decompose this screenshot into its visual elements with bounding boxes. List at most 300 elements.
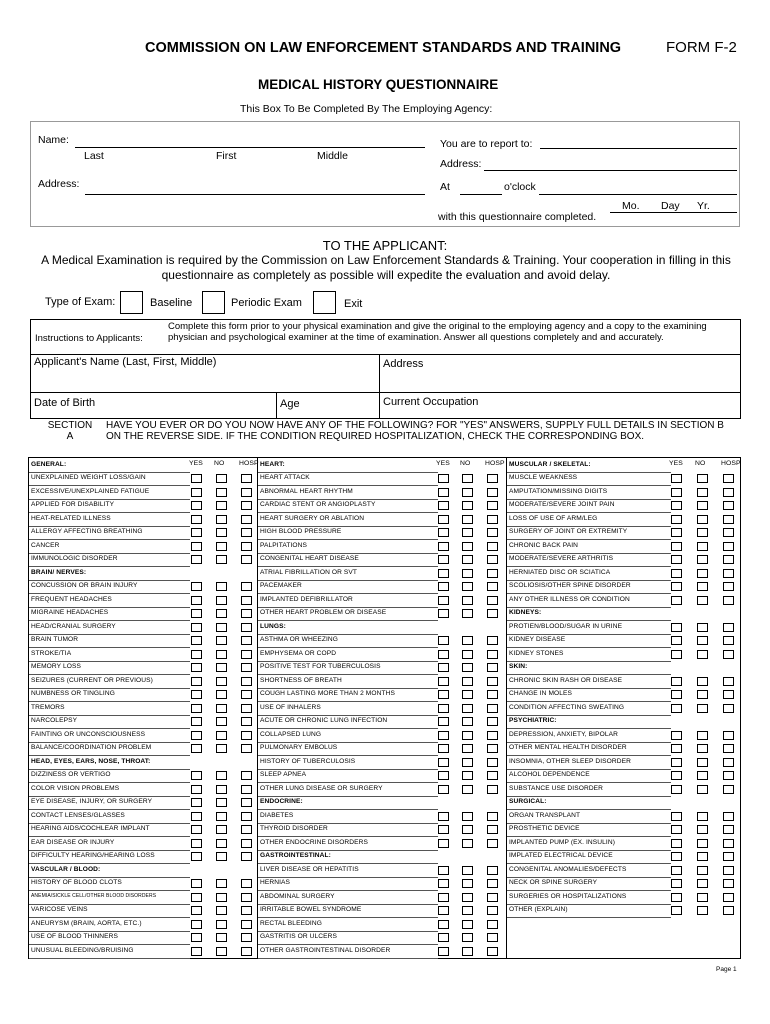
yes-checkbox[interactable] (438, 731, 449, 740)
page-number: Page 1 (716, 966, 737, 973)
no-checkbox[interactable] (216, 528, 227, 537)
no-checkbox[interactable] (697, 555, 708, 564)
yes-checkbox[interactable] (438, 744, 449, 753)
no-checkbox[interactable] (697, 758, 708, 767)
hosp-checkbox[interactable] (487, 704, 498, 713)
baseline-checkbox[interactable] (120, 291, 143, 314)
hosp-checkbox[interactable] (487, 839, 498, 848)
yes-checkbox[interactable] (191, 663, 202, 672)
no-checkbox[interactable] (216, 825, 227, 834)
no-checkbox[interactable] (697, 690, 708, 699)
no-checkbox[interactable] (216, 677, 227, 686)
yes-checkbox[interactable] (671, 758, 682, 767)
no-checkbox[interactable] (216, 879, 227, 888)
row-divider (258, 890, 438, 891)
hosp-checkbox[interactable] (723, 677, 734, 686)
hosp-checkbox[interactable] (241, 785, 252, 794)
yes-checkbox[interactable] (191, 825, 202, 834)
no-checkbox[interactable] (462, 785, 473, 794)
no-checkbox[interactable] (462, 555, 473, 564)
no-checkbox[interactable] (697, 569, 708, 578)
yes-checkbox[interactable] (438, 758, 449, 767)
hosp-checkbox[interactable] (487, 744, 498, 753)
yes-checkbox[interactable] (438, 812, 449, 821)
no-checkbox[interactable] (462, 569, 473, 578)
yes-checkbox[interactable] (438, 609, 449, 618)
hosp-checkbox[interactable] (241, 893, 252, 902)
hosp-checkbox[interactable] (487, 866, 498, 875)
hosp-checkbox[interactable] (241, 825, 252, 834)
time-field[interactable] (460, 194, 502, 195)
yes-checkbox[interactable] (438, 906, 449, 915)
no-checkbox[interactable] (697, 839, 708, 848)
yes-checkbox[interactable] (438, 920, 449, 929)
yes-checkbox[interactable] (191, 704, 202, 713)
hosp-checkbox[interactable] (723, 488, 734, 497)
no-checkbox[interactable] (216, 555, 227, 564)
yes-checkbox[interactable] (438, 785, 449, 794)
no-checkbox[interactable] (462, 609, 473, 618)
hosp-checkbox[interactable] (241, 650, 252, 659)
no-checkbox[interactable] (216, 690, 227, 699)
row-divider (258, 823, 438, 824)
yes-checkbox[interactable] (438, 663, 449, 672)
no-checkbox[interactable] (697, 893, 708, 902)
yes-checkbox[interactable] (438, 474, 449, 483)
hosp-checkbox[interactable] (241, 488, 252, 497)
name-field[interactable] (75, 147, 425, 148)
yes-checkbox[interactable] (191, 596, 202, 605)
yes-checkbox[interactable] (191, 528, 202, 537)
no-checkbox[interactable] (462, 636, 473, 645)
hosp-checkbox[interactable] (487, 906, 498, 915)
yes-checkbox[interactable] (191, 474, 202, 483)
no-checkbox[interactable] (697, 852, 708, 861)
hosp-checkbox[interactable] (487, 933, 498, 942)
hosp-checkbox[interactable] (241, 609, 252, 618)
yes-checkbox[interactable] (671, 596, 682, 605)
yes-checkbox[interactable] (671, 501, 682, 510)
no-checkbox[interactable] (462, 758, 473, 767)
row-divider (507, 769, 671, 770)
hosp-checkbox[interactable] (723, 704, 734, 713)
no-checkbox[interactable] (697, 866, 708, 875)
yes-checkbox[interactable] (191, 893, 202, 902)
no-checkbox[interactable] (697, 542, 708, 551)
no-checkbox[interactable] (462, 690, 473, 699)
hosp-checkbox[interactable] (723, 636, 734, 645)
hosp-checkbox[interactable] (487, 528, 498, 537)
yes-checkbox[interactable] (671, 879, 682, 888)
no-checkbox[interactable] (462, 812, 473, 821)
yes-checkbox[interactable] (191, 623, 202, 632)
hosp-checkbox[interactable] (487, 717, 498, 726)
hosp-checkbox[interactable] (241, 920, 252, 929)
hosp-checkbox[interactable] (487, 569, 498, 578)
yes-checkbox[interactable] (671, 839, 682, 848)
no-checkbox[interactable] (697, 596, 708, 605)
hosp-checkbox[interactable] (487, 474, 498, 483)
hosp-checkbox[interactable] (723, 542, 734, 551)
hosp-checkbox[interactable] (723, 893, 734, 902)
no-checkbox[interactable] (216, 650, 227, 659)
no-checkbox[interactable] (697, 771, 708, 780)
yes-checkbox[interactable] (438, 677, 449, 686)
hosp-checkbox[interactable] (241, 542, 252, 551)
yes-checkbox[interactable] (438, 866, 449, 875)
no-checkbox[interactable] (216, 501, 227, 510)
no-checkbox[interactable] (216, 785, 227, 794)
hosp-checkbox[interactable] (723, 596, 734, 605)
no-checkbox[interactable] (216, 542, 227, 551)
no-checkbox[interactable] (462, 933, 473, 942)
no-checkbox[interactable] (216, 582, 227, 591)
yes-checkbox[interactable] (191, 515, 202, 524)
hosp-checkbox[interactable] (487, 879, 498, 888)
no-checkbox[interactable] (216, 812, 227, 821)
hosp-checkbox[interactable] (723, 474, 734, 483)
hosp-checkbox[interactable] (241, 798, 252, 807)
hosp-checkbox[interactable] (241, 704, 252, 713)
hosp-checkbox[interactable] (723, 771, 734, 780)
hosp-checkbox[interactable] (723, 906, 734, 915)
yes-checkbox[interactable] (671, 852, 682, 861)
yes-checkbox[interactable] (671, 623, 682, 632)
yes-checkbox[interactable] (671, 744, 682, 753)
hosp-checkbox[interactable] (241, 947, 252, 956)
hosp-checkbox[interactable] (723, 582, 734, 591)
no-checkbox[interactable] (697, 812, 708, 821)
yes-checkbox[interactable] (671, 704, 682, 713)
hosp-checkbox[interactable] (723, 825, 734, 834)
no-checkbox[interactable] (462, 906, 473, 915)
hosp-checkbox[interactable] (723, 690, 734, 699)
hosp-checkbox[interactable] (241, 879, 252, 888)
yes-checkbox[interactable] (191, 906, 202, 915)
hosp-checkbox[interactable] (723, 879, 734, 888)
yes-checkbox[interactable] (671, 771, 682, 780)
yes-checkbox[interactable] (438, 596, 449, 605)
hosp-checkbox[interactable] (241, 933, 252, 942)
no-checkbox[interactable] (216, 771, 227, 780)
hosp-checkbox[interactable] (723, 650, 734, 659)
no-checkbox[interactable] (697, 623, 708, 632)
no-checkbox[interactable] (216, 920, 227, 929)
no-checkbox[interactable] (697, 636, 708, 645)
yes-checkbox[interactable] (438, 650, 449, 659)
yes-checkbox[interactable] (191, 609, 202, 618)
report-address-field[interactable] (484, 170, 737, 171)
hosp-checkbox[interactable] (487, 920, 498, 929)
yes-checkbox[interactable] (671, 474, 682, 483)
hosp-checkbox[interactable] (487, 758, 498, 767)
hosp-checkbox[interactable] (723, 744, 734, 753)
hosp-checkbox[interactable] (487, 690, 498, 699)
yes-checkbox[interactable] (438, 893, 449, 902)
no-checkbox[interactable] (697, 677, 708, 686)
hosp-checkbox[interactable] (487, 785, 498, 794)
no-checkbox[interactable] (462, 704, 473, 713)
yes-checkbox[interactable] (671, 582, 682, 591)
no-checkbox[interactable] (697, 825, 708, 834)
yes-checkbox[interactable] (191, 839, 202, 848)
hosp-checkbox[interactable] (487, 609, 498, 618)
no-checkbox[interactable] (697, 731, 708, 740)
no-checkbox[interactable] (462, 717, 473, 726)
exit-checkbox[interactable] (313, 291, 336, 314)
yes-checkbox[interactable] (671, 528, 682, 537)
date-field[interactable] (610, 212, 737, 213)
periodic-exam-checkbox[interactable] (202, 291, 225, 314)
hosp-checkbox[interactable] (723, 569, 734, 578)
hosp-checkbox[interactable] (487, 636, 498, 645)
no-checkbox[interactable] (462, 677, 473, 686)
yes-checkbox[interactable] (671, 677, 682, 686)
hosp-checkbox[interactable] (241, 474, 252, 483)
yes-checkbox[interactable] (191, 852, 202, 861)
condition-label: HERNIAS (260, 879, 291, 886)
no-checkbox[interactable] (216, 893, 227, 902)
no-checkbox[interactable] (462, 474, 473, 483)
no-checkbox[interactable] (216, 731, 227, 740)
hosp-checkbox[interactable] (241, 636, 252, 645)
hosp-checkbox[interactable] (241, 812, 252, 821)
no-checkbox[interactable] (216, 717, 227, 726)
yes-checkbox[interactable] (438, 582, 449, 591)
hosp-checkbox[interactable] (487, 596, 498, 605)
address-field[interactable] (85, 194, 425, 195)
yes-checkbox[interactable] (191, 677, 202, 686)
hosp-checkbox[interactable] (723, 839, 734, 848)
yes-checkbox[interactable] (671, 569, 682, 578)
yes-checkbox[interactable] (438, 690, 449, 699)
yes-checkbox[interactable] (671, 866, 682, 875)
hosp-checkbox[interactable] (723, 812, 734, 821)
no-checkbox[interactable] (216, 933, 227, 942)
no-checkbox[interactable] (462, 542, 473, 551)
yes-checkbox[interactable] (671, 488, 682, 497)
hosp-checkbox[interactable] (241, 501, 252, 510)
hosp-checkbox[interactable] (723, 555, 734, 564)
yes-checkbox[interactable] (191, 933, 202, 942)
yes-checkbox[interactable] (671, 731, 682, 740)
hosp-checkbox[interactable] (241, 677, 252, 686)
yes-checkbox[interactable] (438, 879, 449, 888)
no-checkbox[interactable] (216, 488, 227, 497)
yes-checkbox[interactable] (438, 839, 449, 848)
hosp-checkbox[interactable] (723, 785, 734, 794)
yes-checkbox[interactable] (438, 947, 449, 956)
yes-checkbox[interactable] (438, 528, 449, 537)
yes-checkbox[interactable] (671, 555, 682, 564)
yes-checkbox[interactable] (191, 947, 202, 956)
hosp-checkbox[interactable] (241, 555, 252, 564)
no-checkbox[interactable] (462, 866, 473, 875)
no-checkbox[interactable] (462, 947, 473, 956)
no-checkbox[interactable] (462, 731, 473, 740)
yes-checkbox[interactable] (191, 690, 202, 699)
yes-checkbox[interactable] (191, 744, 202, 753)
no-checkbox[interactable] (697, 488, 708, 497)
hosp-checkbox[interactable] (241, 663, 252, 672)
yes-checkbox[interactable] (671, 825, 682, 834)
hosp-checkbox[interactable] (723, 501, 734, 510)
hosp-checkbox[interactable] (241, 582, 252, 591)
no-checkbox[interactable] (216, 623, 227, 632)
no-checkbox[interactable] (697, 474, 708, 483)
hosp-checkbox[interactable] (241, 852, 252, 861)
hosp-checkbox[interactable] (487, 555, 498, 564)
yes-checkbox[interactable] (191, 501, 202, 510)
hosp-checkbox[interactable] (723, 623, 734, 632)
yes-checkbox[interactable] (438, 771, 449, 780)
no-checkbox[interactable] (462, 501, 473, 510)
at-place-field[interactable] (539, 194, 737, 195)
yes-checkbox[interactable] (671, 812, 682, 821)
yes-checkbox[interactable] (671, 650, 682, 659)
no-checkbox[interactable] (462, 596, 473, 605)
no-checkbox[interactable] (697, 785, 708, 794)
hosp-checkbox[interactable] (487, 542, 498, 551)
yes-checkbox[interactable] (671, 893, 682, 902)
no-checkbox[interactable] (216, 474, 227, 483)
yes-checkbox[interactable] (438, 704, 449, 713)
no-checkbox[interactable] (216, 636, 227, 645)
yes-checkbox[interactable] (438, 555, 449, 564)
yes-checkbox[interactable] (191, 879, 202, 888)
yes-checkbox[interactable] (438, 933, 449, 942)
hosp-checkbox[interactable] (487, 650, 498, 659)
hosp-checkbox[interactable] (487, 663, 498, 672)
yes-checkbox[interactable] (438, 825, 449, 834)
no-checkbox[interactable] (462, 515, 473, 524)
no-checkbox[interactable] (462, 582, 473, 591)
yes-checkbox[interactable] (671, 542, 682, 551)
hosp-checkbox[interactable] (241, 906, 252, 915)
no-checkbox[interactable] (697, 906, 708, 915)
hosp-checkbox[interactable] (487, 488, 498, 497)
hosp-checkbox[interactable] (487, 812, 498, 821)
no-checkbox[interactable] (697, 582, 708, 591)
hosp-checkbox[interactable] (241, 623, 252, 632)
no-checkbox[interactable] (462, 650, 473, 659)
hosp-checkbox[interactable] (241, 515, 252, 524)
yes-checkbox[interactable] (191, 636, 202, 645)
no-checkbox[interactable] (216, 852, 227, 861)
yes-checkbox[interactable] (438, 488, 449, 497)
yes-checkbox[interactable] (191, 542, 202, 551)
hosp-checkbox[interactable] (487, 893, 498, 902)
hosp-checkbox[interactable] (241, 839, 252, 848)
hosp-checkbox[interactable] (487, 731, 498, 740)
no-checkbox[interactable] (216, 839, 227, 848)
hosp-checkbox[interactable] (241, 596, 252, 605)
hosp-checkbox[interactable] (723, 758, 734, 767)
hosp-checkbox[interactable] (241, 717, 252, 726)
yes-checkbox[interactable] (438, 636, 449, 645)
hosp-checkbox[interactable] (723, 515, 734, 524)
yes-checkbox[interactable] (191, 731, 202, 740)
no-checkbox[interactable] (462, 771, 473, 780)
yes-checkbox[interactable] (191, 488, 202, 497)
no-checkbox[interactable] (216, 744, 227, 753)
hosp-checkbox[interactable] (487, 582, 498, 591)
hosp-checkbox[interactable] (241, 690, 252, 699)
no-checkbox[interactable] (462, 825, 473, 834)
hosp-checkbox[interactable] (487, 677, 498, 686)
no-checkbox[interactable] (462, 920, 473, 929)
yes-checkbox[interactable] (191, 785, 202, 794)
no-checkbox[interactable] (462, 879, 473, 888)
no-checkbox[interactable] (216, 947, 227, 956)
yes-checkbox[interactable] (191, 717, 202, 726)
yes-checkbox[interactable] (191, 582, 202, 591)
no-checkbox[interactable] (216, 596, 227, 605)
hosp-checkbox[interactable] (487, 501, 498, 510)
no-checkbox[interactable] (462, 744, 473, 753)
no-checkbox[interactable] (697, 879, 708, 888)
no-checkbox[interactable] (462, 663, 473, 672)
yes-checkbox[interactable] (438, 569, 449, 578)
no-checkbox[interactable] (216, 609, 227, 618)
hosp-checkbox[interactable] (487, 515, 498, 524)
no-checkbox[interactable] (697, 704, 708, 713)
yes-checkbox[interactable] (438, 501, 449, 510)
no-checkbox[interactable] (462, 893, 473, 902)
no-checkbox[interactable] (216, 906, 227, 915)
no-checkbox[interactable] (697, 515, 708, 524)
yes-checkbox[interactable] (438, 515, 449, 524)
yes-checkbox[interactable] (191, 920, 202, 929)
hosp-checkbox[interactable] (241, 528, 252, 537)
hosp-checkbox[interactable] (241, 744, 252, 753)
hosp-checkbox[interactable] (487, 771, 498, 780)
yes-checkbox[interactable] (671, 636, 682, 645)
hosp-checkbox[interactable] (723, 866, 734, 875)
no-checkbox[interactable] (216, 663, 227, 672)
no-checkbox[interactable] (462, 488, 473, 497)
no-checkbox[interactable] (697, 650, 708, 659)
yes-checkbox[interactable] (438, 717, 449, 726)
hosp-checkbox[interactable] (723, 852, 734, 861)
yes-checkbox[interactable] (671, 515, 682, 524)
no-checkbox[interactable] (462, 528, 473, 537)
yes-checkbox[interactable] (438, 542, 449, 551)
hosp-checkbox[interactable] (241, 771, 252, 780)
hosp-checkbox[interactable] (487, 947, 498, 956)
yes-checkbox[interactable] (191, 798, 202, 807)
yes-checkbox[interactable] (671, 785, 682, 794)
no-checkbox[interactable] (216, 798, 227, 807)
hosp-checkbox[interactable] (487, 825, 498, 834)
hosp-checkbox[interactable] (723, 528, 734, 537)
no-checkbox[interactable] (697, 501, 708, 510)
yes-checkbox[interactable] (191, 650, 202, 659)
yes-checkbox[interactable] (671, 690, 682, 699)
no-checkbox[interactable] (216, 704, 227, 713)
no-checkbox[interactable] (216, 515, 227, 524)
yes-checkbox[interactable] (191, 771, 202, 780)
no-checkbox[interactable] (462, 839, 473, 848)
no-checkbox[interactable] (697, 528, 708, 537)
hosp-checkbox[interactable] (241, 731, 252, 740)
report-to-field[interactable] (540, 148, 737, 149)
yes-checkbox[interactable] (671, 906, 682, 915)
hosp-checkbox[interactable] (723, 731, 734, 740)
yes-checkbox[interactable] (191, 555, 202, 564)
yes-checkbox[interactable] (191, 812, 202, 821)
no-checkbox[interactable] (697, 744, 708, 753)
